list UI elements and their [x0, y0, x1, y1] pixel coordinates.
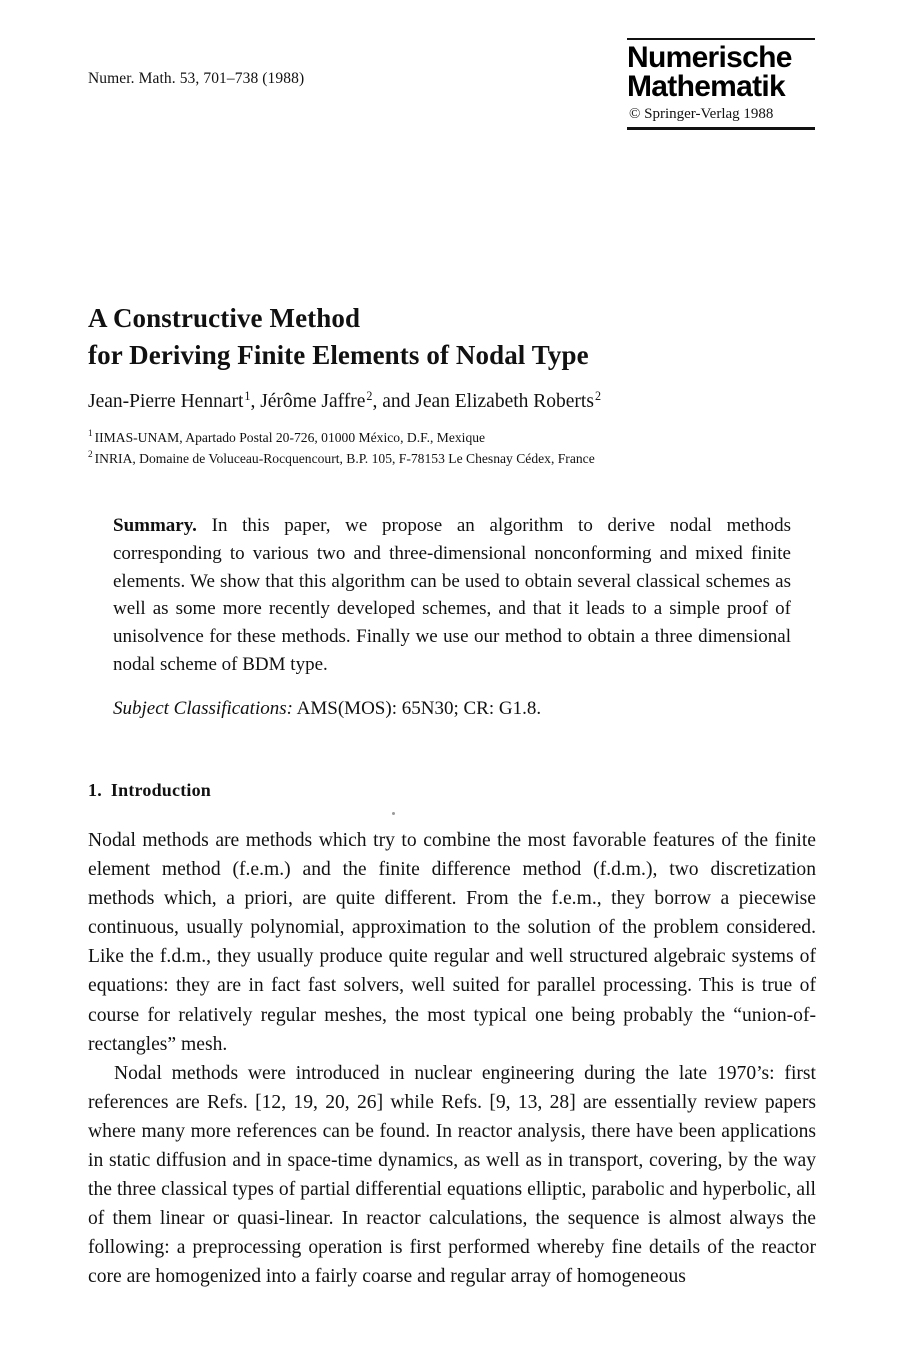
page-title: [88, 300, 788, 373]
subject-value: AMS(MOS): 65N30; CR: G1.8.: [292, 698, 542, 719]
section-title: Introduction: [110, 780, 211, 800]
journal-reference: Numer. Math. 53, 701–738 (1988): [88, 70, 305, 87]
subject-label: Subject Classifications:: [113, 698, 293, 719]
author-affiliation-marker: 2: [366, 388, 373, 403]
section-heading: [88, 780, 211, 801]
author-affiliation-marker: 1: [244, 388, 251, 403]
journal-masthead: [627, 38, 815, 130]
masthead-rule-top: [627, 38, 815, 40]
body-text: [88, 826, 816, 1292]
subject-classifications: [113, 695, 791, 723]
author-name: Jean-Pierre Hennart: [88, 391, 244, 412]
author-affiliation-marker: 2: [594, 388, 601, 403]
masthead-title-line-1: Numerische: [627, 41, 792, 74]
section-number: 1.: [88, 780, 102, 800]
summary-block: [113, 512, 791, 679]
author-list: [88, 389, 828, 414]
masthead-title-line-2: Mathematik: [627, 70, 786, 104]
page-header: [88, 41, 816, 164]
author-name: Jérôme Jaffre: [260, 391, 366, 412]
affiliation-marker: 2: [88, 449, 93, 460]
affiliation-text: IIMAS-UNAM, Apartado Postal 20-726, 01000 México, D.F., Mexique: [94, 430, 486, 445]
affiliation-text: INRIA, Domaine de Voluceau-Rocquencourt, B.P. 105, F-78153 Le Chesnay Cédex, France: [94, 450, 595, 466]
copyright-line: © Springer-Verlag 1988: [629, 105, 774, 122]
affiliation-marker: 1: [88, 428, 93, 439]
affiliation-list: [88, 428, 828, 469]
author-separator: ,: [250, 391, 261, 412]
article-title-line-1: A Constructive Method: [88, 303, 361, 333]
masthead-rule-bottom: [627, 127, 815, 130]
affiliation-line: [88, 428, 828, 449]
author-name: Jean Elizabeth Roberts: [415, 391, 594, 412]
body-paragraph: Nodal methods were introduced in nuclear engineering during the late 1970’s: first references are Refs. [12, 19, 20, 26] while Refs. [9, 13, 28] are essentially review papers where many more references can be found. In reactor analysis, there have been applications in static diffusion and in space-time dynamics, as well as in transport, covering, by the way the three classical types of partial differential equations elliptic, parabolic and hyperbolic, all of them linear or quasi-linear. In reactor calculations, the sequence is almost always the following: a preprocessing operation is first performed whereby fine details of the reactor core are homogenized into a fairly coarse and regular array of homogeneous: [88, 1062, 816, 1288]
body-paragraph: Nodal methods are methods which try to combine the most favorable features of the finite element method (f.e.m.) and the finite difference method (f.d.m.), two discretization methods which, a priori, are quite different. From the f.e.m., they borrow a piecewise continuous, usually polynomial, approximation to the solution of the problem considered. Like the f.d.m., they usually produce quite regular and well structured algebraic systems of equations: they are in fact fast solvers, well suited for parallel processing. This is true of course for relatively regular meshes, the most typical one being probably the “union-of-rectangles” mesh.: [88, 830, 816, 1055]
article-title-line-2: for Deriving Finite Elements of Nodal Type: [88, 339, 589, 370]
summary-label: Summary.: [113, 515, 197, 536]
scan-speck: [392, 812, 395, 815]
affiliation-line: [88, 449, 828, 470]
author-separator: , and: [372, 391, 416, 412]
summary-text: In this paper, we propose an algorithm to derive nodal methods corresponding to various two and three-dimensional nonconforming and mixed finite elements. We show that this algorithm can be used to obtain several classical schemes as well as some more recently developed schemes, and that it leads to a simple proof of unisolvence for these methods. Finally we use our method to obtain a three dimensional nodal scheme of BDM type.: [113, 515, 791, 676]
